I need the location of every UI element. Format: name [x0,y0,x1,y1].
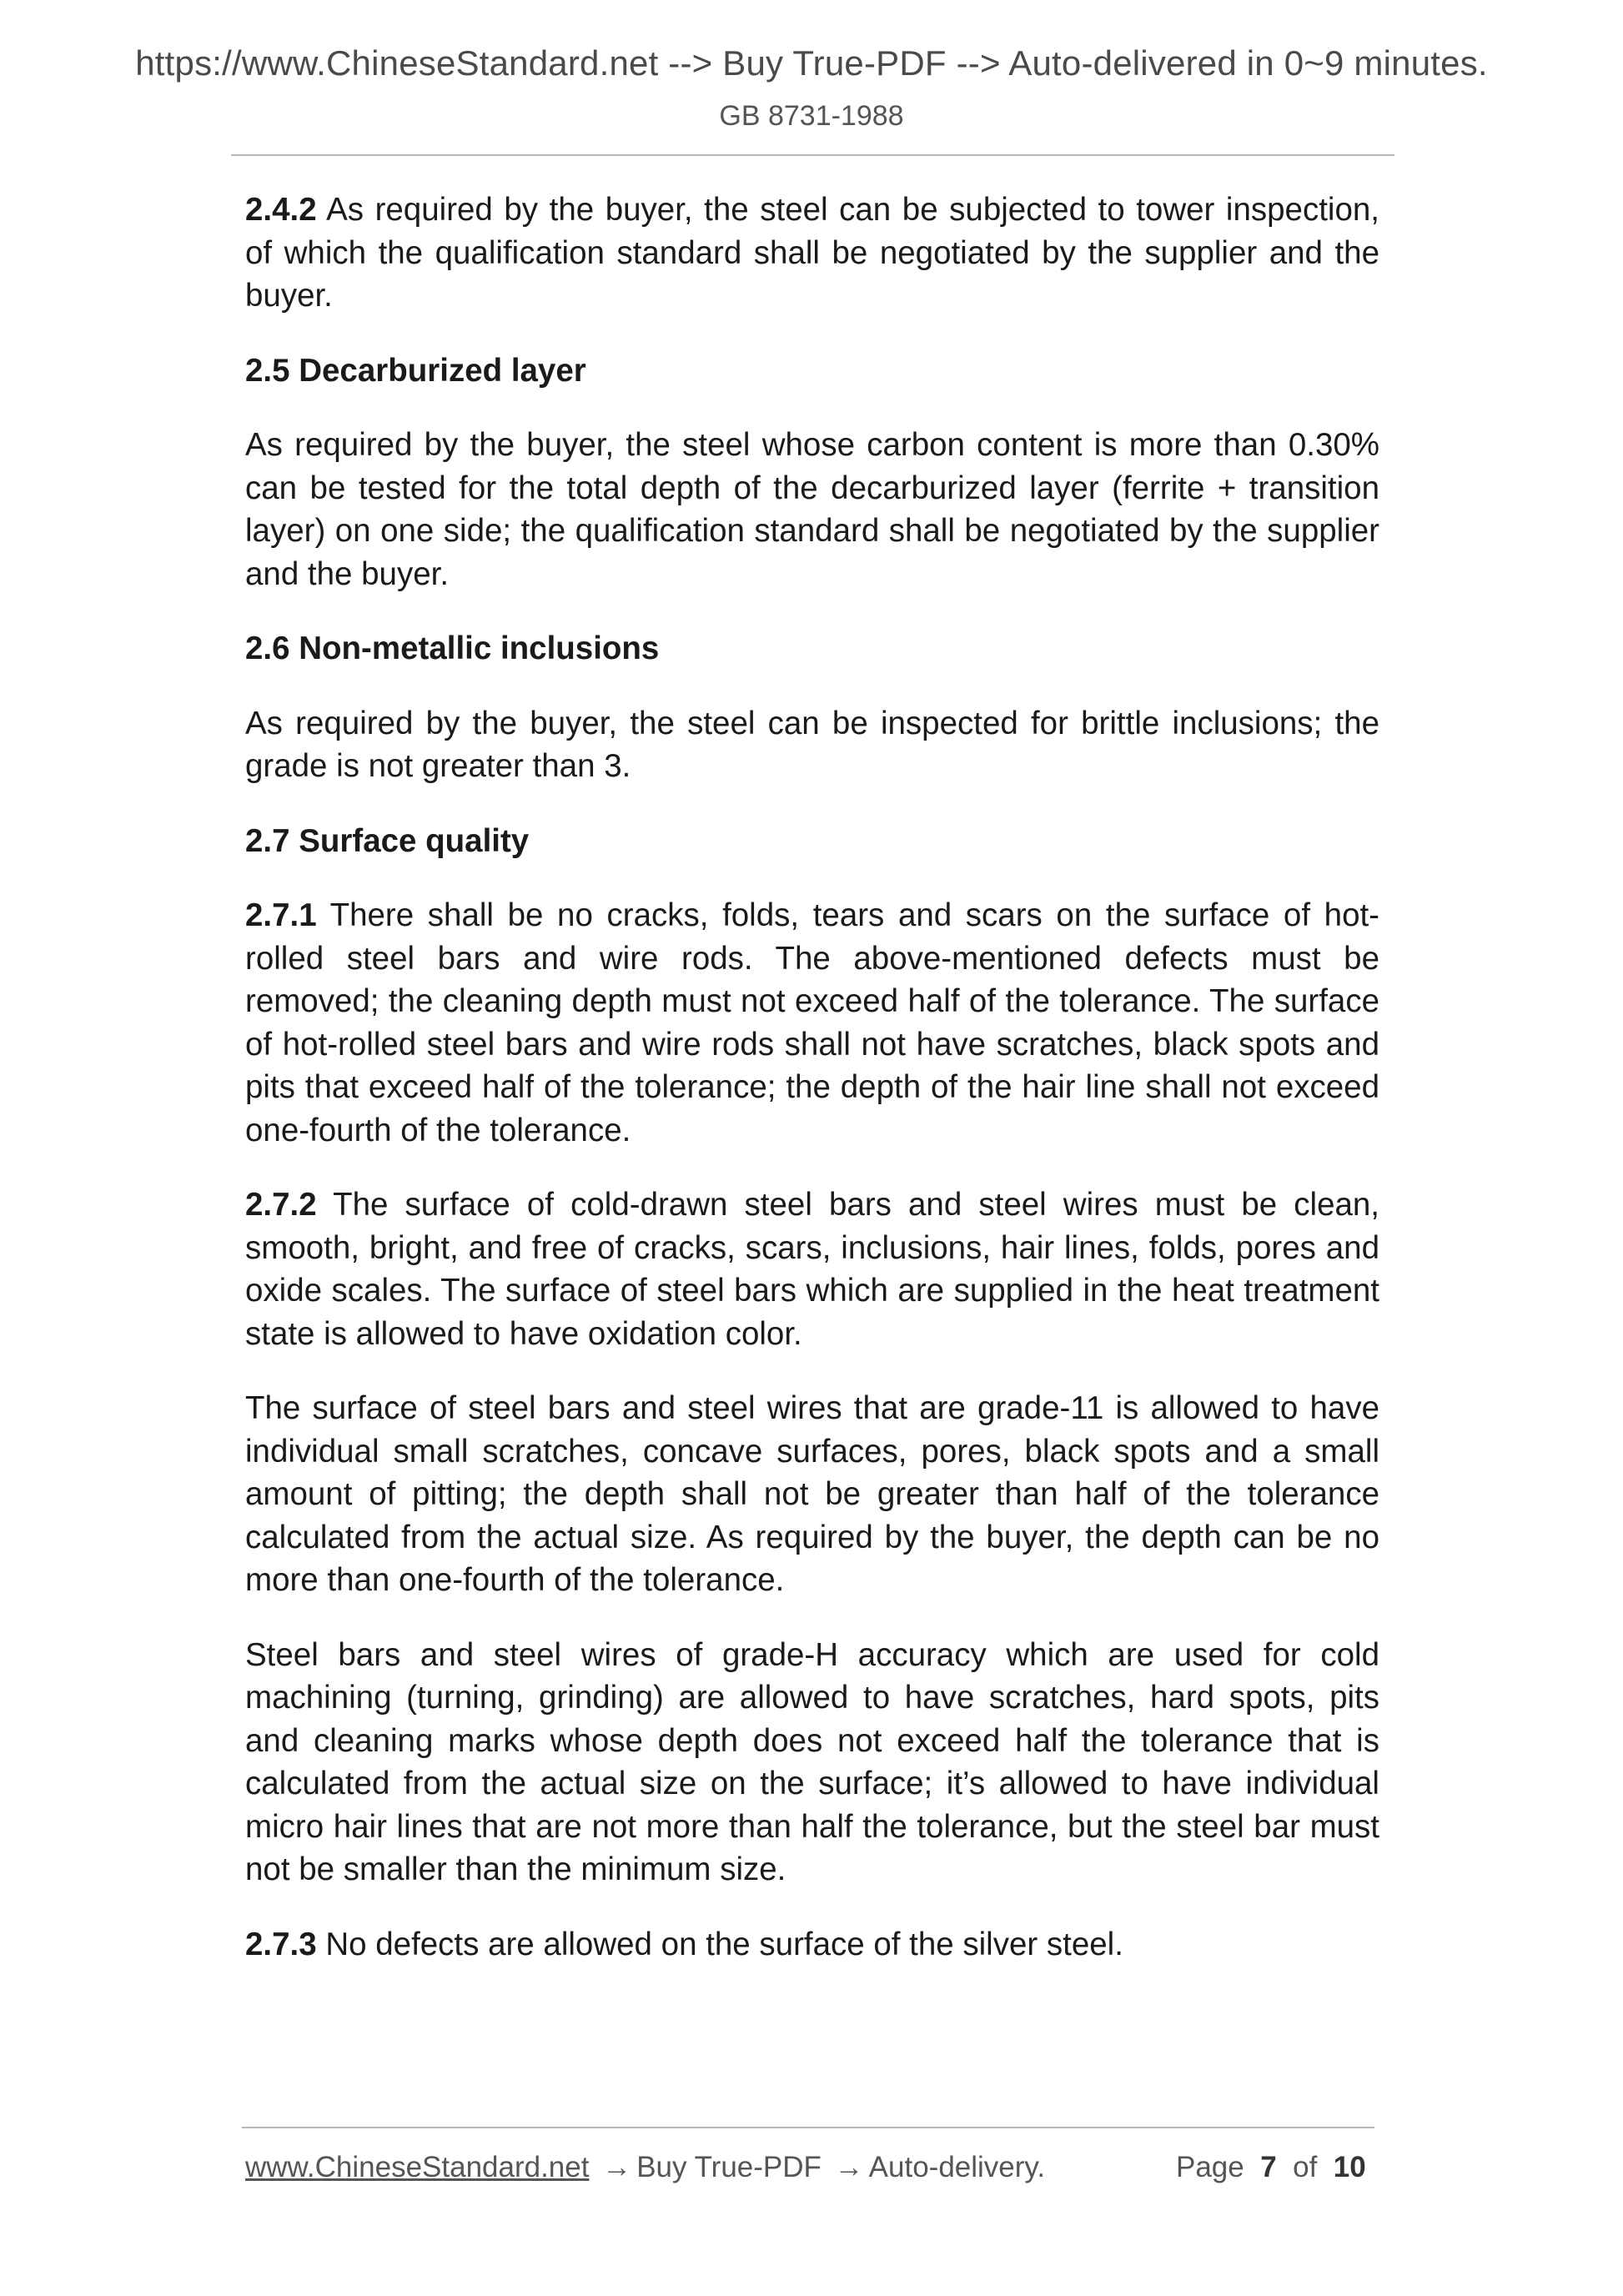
section-heading-2-6: 2.6 Non-metallic inclusions [245,631,660,666]
section-heading-2-5: 2.5 Decarburized layer [245,352,586,389]
paragraph-grade-h: Steel bars and steel wires of grade-H accuracy which are used for cold machining (turning, grinding) are allowed to have scratches, hard spots, pits and cleaning marks whose depth does not exceed half the tolerance that is calculated from the actual size on the surface; it’s allowed to have individual micro hair lines that are not more than half the tolerance, but the steel bar must not be smaller than the minimum size. [245,1636,1379,1887]
clause-number: 2.4.2 [245,192,317,228]
clause-2-7-1 [245,894,1379,1152]
site-link[interactable]: www.ChineseStandard.net [245,2151,590,2183]
clause-2-4-2 [245,188,1379,318]
page-label: Page [1176,2151,1244,2183]
page-total: 10 [1333,2151,1366,2183]
page-current: 7 [1260,2151,1277,2183]
clause-number: 2.7.1 [245,897,317,933]
clause-text: The surface of cold-drawn steel bars and steel wires must be clean, smooth, bright, and free of cracks, scars, inclusions, hair lines, folds, pores and oxide scales. The surface of steel bars which are supplied in the heat treatment state is allowed to have oxidation color. [245,1187,1379,1352]
page-of-label: of [1293,2151,1318,2183]
header-divider [231,154,1394,156]
clause-2-7-2 [245,1183,1379,1355]
paragraph-grade-11: The surface of steel bars and steel wires that are grade-11 is allowed to have individual small scratches, concave surfaces, pores, black spots and a small amount of pitting; the depth shall not be greater than half of the tolerance calculated from the actual size. As required by the buyer, the depth can be no more than one-fourth of the tolerance. [245,1390,1379,1598]
clause-number: 2.7.3 [245,1926,317,1962]
footer-links [245,2151,1045,2184]
arrow-right-icon: → [834,2151,864,2183]
buy-link[interactable]: Buy True-PDF [636,2151,822,2183]
document-body [245,188,1379,1997]
section-heading-2-7: 2.7 Surface quality [245,822,530,859]
arrow-right-icon: → [602,2151,632,2183]
clause-text: No defects are allowed on the surface of the silver steel. [316,1926,1123,1962]
clause-number: 2.7.2 [245,1187,317,1223]
clause-2-7-3 [245,1923,1379,1967]
delivery-text: Auto-delivery. [868,2151,1046,2183]
paragraph-inclusions: As required by the buyer, the steel can be inspected for brittle inclusions; the grade is not greater than 3. [245,705,1379,784]
footer-divider [242,2127,1374,2128]
clause-text: There shall be no cracks, folds, tears and scars on the surface of hot-rolled steel bars and wire rods. The above-mentioned defects must be removed; the cleaning depth must not exceed half of the tolerance. The surface of hot-rolled steel bars and wire rods shall not have scratches, black spots and pits that exceed half of the tolerance; the depth of the hair line shall not exceed one-fourth of the tolerance. [245,897,1379,1148]
page-indicator [1176,2151,1366,2184]
standard-code: GB 8731-1988 [719,100,904,132]
clause-text: As required by the buyer, the steel can be subjected to tower inspection, of which the qualification standard shall be negotiated by the supplier and the buyer. [245,192,1379,314]
source-banner[interactable]: https://www.ChineseStandard.net --> Buy True-PDF --> Auto-delivered in 0~9 minutes. [135,43,1488,83]
paragraph-decarburized: As required by the buyer, the steel whose carbon content is more than 0.30% can be tested for the total depth of the decarburized layer (ferrite + transition layer) on one side; the qualification standard shall be negotiated by the supplier and the buyer. [245,427,1379,592]
